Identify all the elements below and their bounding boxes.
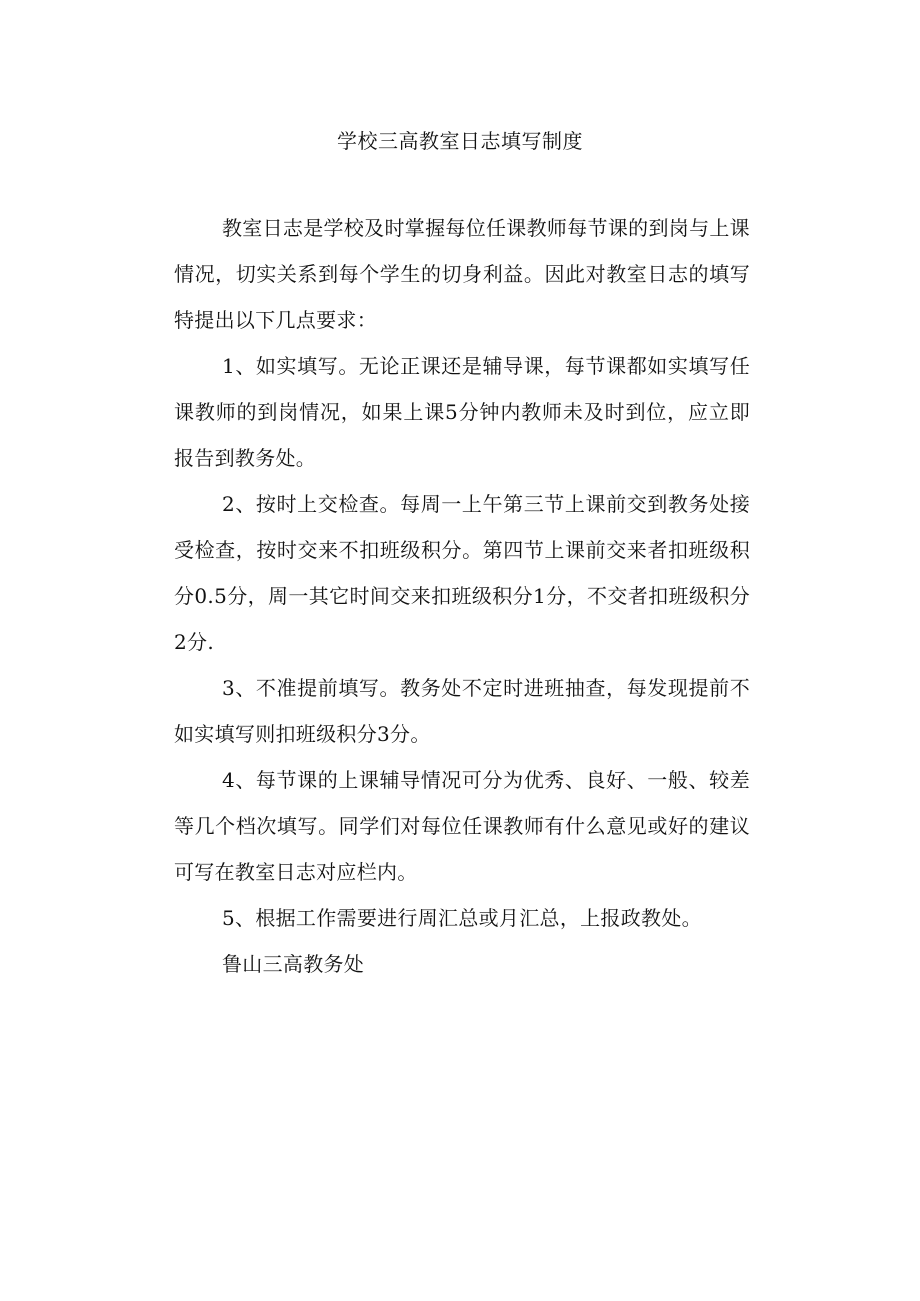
rule-4-paragraph: 4、每节课的上课辅导情况可分为优秀、良好、一般、较差等几个档次填写。同学们对每位任课教师有什么意见或好的建议可写在教室日志对应栏内。 [174,768,750,884]
rule-5-paragraph: 5、根据工作需要进行周汇总或月汇总，上报政教处。 [222,906,702,930]
rule-3-paragraph: 3、不准提前填写。教务处不定时进班抽查，每发现提前不如实填写则扣班级积分3分。 [174,676,750,746]
intro-paragraph: 教室日志是学校及时掌握每位任课教师每节课的到岗与上课情况，切实关系到每个学生的切身利益。因此对教室日志的填写特提出以下几点要求： [174,216,750,332]
rule-1-paragraph: 1、如实填写。无论正课还是辅导课，每节课都如实填写任课教师的到岗情况，如果上课5分钟内教师未及时到位，应立即报告到教务处。 [174,354,750,470]
signature: 鲁山三高教务处 [222,952,365,976]
document-title: 学校三高教室日志填写制度 [337,129,583,153]
document-body [174,205,750,987]
rule-2-paragraph: 2、按时上交检查。每周一上午第三节上课前交到教务处接受检查，按时交来不扣班级积分。第四节上课前交来者扣班级积分0.5分，周一其它时间交来扣班级积分1分，不交者扣班级积分2分. [174,492,750,654]
